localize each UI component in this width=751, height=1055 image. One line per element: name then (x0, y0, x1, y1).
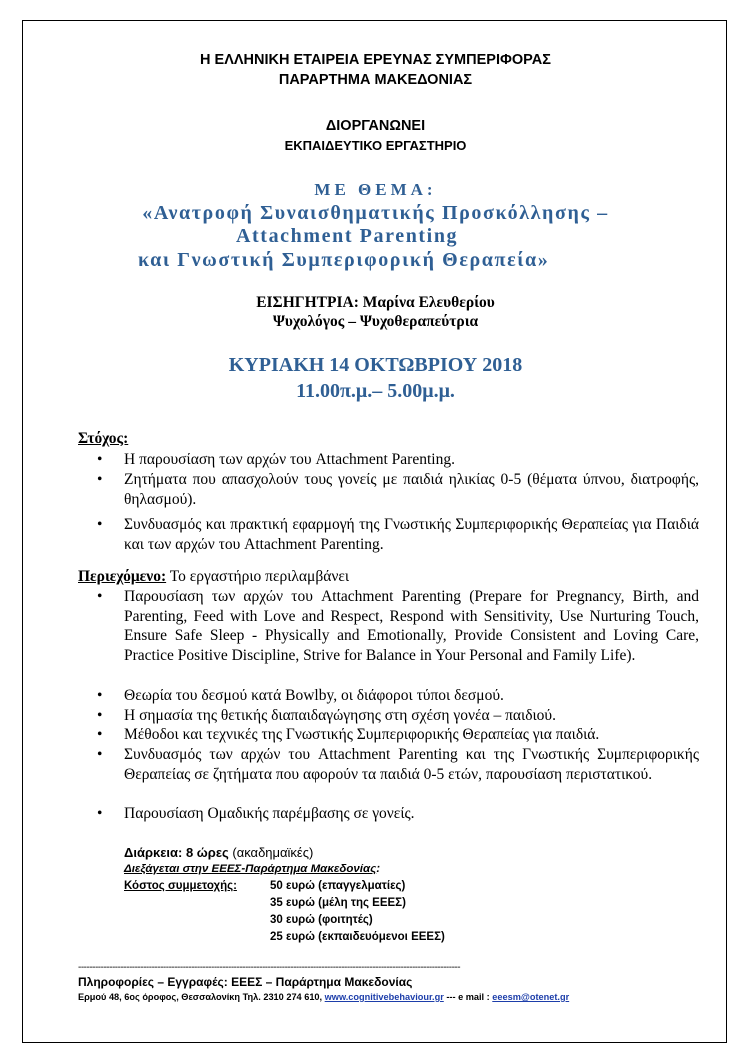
fee-item: 25 ευρώ (εκπαιδευόμενοι ΕΕΕΣ) (270, 931, 445, 943)
held-at-colon: : (376, 863, 381, 875)
website-link[interactable]: www.cognitivebehaviour.gr (324, 992, 444, 1002)
bullet-icon: • (97, 687, 103, 704)
event-date: ΚΥΡΙΑΚΗ 14 ΟΚΤΩΒΡΙΟΥ 2018 (228, 354, 523, 376)
org-branch: ΠΑΡΑΡΤΗΜΑ ΜΑΚΕΔΟΝΙΑΣ (278, 72, 473, 88)
held-at-line (124, 863, 380, 875)
goal-item: Η παρουσίαση των αρχών του Attachment Parenting. (124, 451, 455, 468)
speaker-title: Ψυχολόγος – Ψυχοθεραπεύτρια (272, 313, 479, 330)
duration-line (124, 845, 313, 860)
goal-item: Ζητήματα που απασχολούν τους γονείς με παιδιά ηλικίας 0-5 (θέματα ύπνου, διατροφής, θηλασμού). (124, 471, 699, 508)
event-time: 11.00π.μ.– 5.00μ.μ. (296, 380, 455, 402)
workshop-heading: ΕΚΠΑΙΔΕΥΤΙΚΟ ΕΡΓΑΣΤΗΡΙΟ (284, 138, 467, 153)
content-item: Συνδυασμός των αρχών του Attachment Parenting και της Γνωστικής Συμπεριφορικής Θεραπείας σε ζητήματα που αφορούν τα παιδιά 0-5 ετών, παρουσίαση περιστατικού. (124, 746, 699, 783)
content-item: Παρουσίαση Ομαδικής παρέμβασης σε γονείς. (124, 805, 415, 822)
email-separator: --- e mail : (443, 992, 493, 1002)
bullet-icon: • (97, 746, 103, 763)
content-intro: Το εργαστήριο περιλαμβάνει (166, 568, 350, 585)
cost-label: Κόστος συμμετοχής: (124, 880, 237, 892)
goal-item: Συνδυασμός και πρακτική εφαρμογή της Γνωστικής Συμπεριφορικής Θεραπείας για Παιδιά και των αρχών του Attachment Parenting. (124, 516, 699, 553)
content-item: Παρουσίαση των αρχών του Attachment Parenting (Prepare for Pregnancy, Birth, and Parenting, Feed with Love and Respect, Respond with Sensitivity, Use Nurturing Touch, Ensure Safe Sleep - Physically and Emotionally, Provide Consistent and Loving Care, Practice Positive Discipline, Strive for Balance in Your Personal and Family Life). (124, 588, 699, 664)
duration-note: (ακαδημαϊκές) (228, 845, 314, 860)
held-at: Διεξάγεται στην ΕΕΕΣ-Παράρτημα Μακεδονίας (124, 863, 377, 875)
bullet-icon: • (97, 707, 103, 724)
content-heading-line (78, 568, 349, 586)
duration-label: Διάρκεια: 8 ώρες (124, 845, 229, 860)
speaker-name: ΕΙΣΗΓΗΤΡΙΑ: Μαρίνα Ελευθερίου (256, 294, 495, 311)
content-item: Μέθοδοι και τεχνικές της Γνωστικής Συμπεριφορικής Θεραπείας για παιδιά. (124, 726, 600, 743)
footer-divider: --------------------------------------------------------------------------------------------------------------------------------------- (78, 962, 461, 973)
content-item: Η σημασία της θετικής διαπαιδαγώγησης στη σχέση γονέα – παιδιού. (124, 707, 556, 724)
topic-line-3: και Γνωστική Συμπεριφορική Θεραπεία» (138, 249, 550, 271)
bullet-icon: • (97, 516, 103, 533)
email-link[interactable]: eeesm@otenet.gr (492, 992, 570, 1002)
content-item: Θεωρία του δεσμού κατά Bowlby, οι διάφοροι τύποι δεσμού. (124, 687, 504, 704)
goal-heading: Στόχος: (78, 430, 129, 447)
organizes-heading: ΔΙΟΡΓΑΝΩΝΕΙ (325, 118, 426, 134)
bullet-icon: • (97, 588, 103, 605)
footer-address: Ερμού 48, 6ος όροφος, Θεσσαλονίκη Τηλ. 2310 274 610, (78, 992, 325, 1002)
bullet-icon: • (97, 471, 103, 488)
fee-item: 50 ευρώ (επαγγελματίες) (270, 880, 406, 892)
fee-item: 30 ευρώ (φοιτητές) (270, 914, 373, 926)
topic-line-2: Attachment Parenting (236, 225, 459, 247)
bullet-icon: • (97, 726, 103, 743)
topic-label: ΜΕ ΘΕΜΑ: (314, 180, 437, 199)
topic-line-1: «Ανατροφή Συναισθηματικής Προσκόλλησης – (142, 202, 609, 224)
footer-contact-line (78, 992, 569, 1002)
bullet-icon: • (97, 805, 103, 822)
org-name: Η ΕΛΛΗΝΙΚΗ ΕΤΑΙΡΕΙΑ ΕΡΕΥΝΑΣ ΣΥΜΠΕΡΙΦΟΡΑΣ (200, 52, 551, 68)
content-heading: Περιεχόμενο: (78, 568, 167, 585)
fee-item: 35 ευρώ (μέλη της ΕΕΕΣ) (270, 897, 406, 909)
bullet-icon: • (97, 451, 103, 468)
footer-info-line: Πληροφορίες – Εγγραφές: ΕΕΕΣ – Παράρτημα Μακεδονίας (78, 975, 413, 989)
